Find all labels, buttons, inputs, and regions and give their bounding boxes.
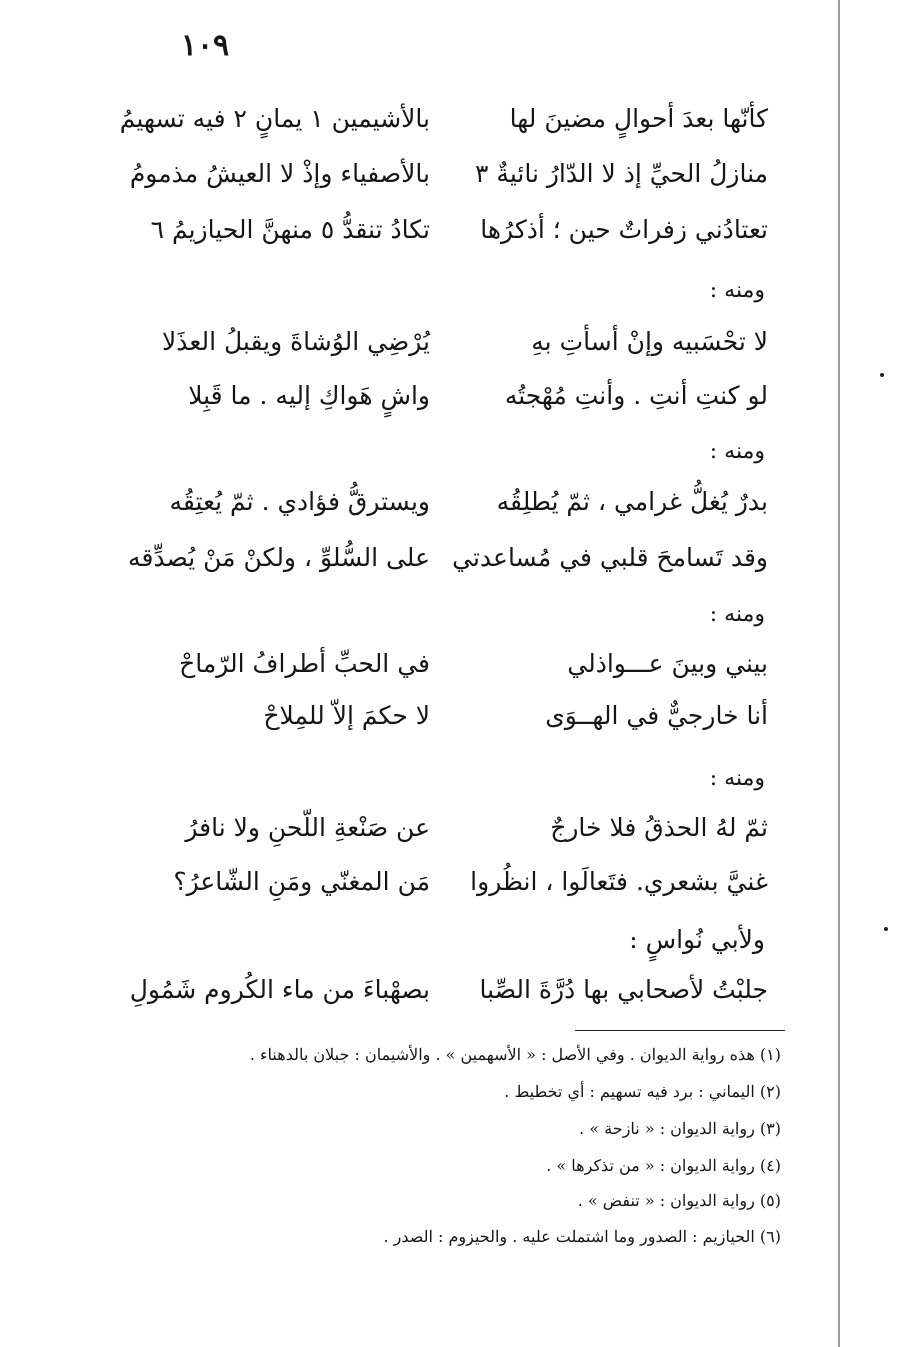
second-hemistich: على السُّلوِّ ، ولكنْ مَنْ يُصدِّقه [128,543,430,572]
verse-row [100,206,790,254]
footnote: (٥) رواية الديوان : « تنفض » . [577,1191,781,1210]
verse-row [100,804,790,852]
second-hemistich: يُرْضِي الوُشاةَ ويقبلُ العذَلا [162,327,430,356]
verse-row [100,966,790,1014]
second-hemistich: بصهْباءَ من ماء الكُروم شَمُولِ [129,975,430,1004]
first-hemistich: ثمّ لهُ الحذقُ فلا خارجٌ [550,813,768,842]
second-hemistich: لا حكمَ إلاّ للمِلاحْ [263,701,430,730]
verse-row [100,95,790,143]
second-hemistich: عن صَنْعةِ اللّحنِ ولا نافرُ [185,813,430,842]
scan-speck [884,927,888,931]
first-hemistich: غنيَّ بشعري. فتَعالَوا ، انظُروا [470,867,768,896]
first-hemistich: بدرٌ يُغلُّ غرامي ، ثمّ يُطلِقُه [496,487,768,516]
scan-edge-line [838,0,840,1347]
footnote: (٢) اليماني : برد فيه تسهيم : أي تخطيط . [504,1082,781,1101]
first-hemistich: أنا خارجيٌّ في الهــوَى [545,701,768,730]
footnote-separator [575,1030,785,1031]
first-hemistich: كأنّها بعدَ أحوالٍ مضينَ لها [509,104,768,133]
first-hemistich: منازلُ الحيِّ إذ لا الدّارُ نائيةٌ ٣ [475,159,768,188]
section-label: ومنه : [709,278,765,303]
verse-row [100,372,790,420]
verse-row [100,318,790,366]
second-hemistich: واشٍ هَواكِ إليه . ما قَبِلا [188,381,430,410]
footnote: (٦) الحيازيم : الصدور وما اشتملت عليه . والحيزوم : الصدر . [383,1227,781,1246]
first-hemistich: لا تحْسَبيه وإنْ أسأتِ بهِ [531,327,768,356]
second-hemistich: مَن المغنّي ومَنِ الشّاعرُ؟ [173,867,430,896]
second-hemistich: بالأشيمين ١ يمانٍ ٢ فيه تسهيمُ [119,104,430,133]
first-hemistich: جلبْتُ لأصحابي بها دُرَّةَ الصِّبا [479,975,768,1004]
second-hemistich: تكادُ تنقدُّ ٥ منهنَّ الحيازيمُ ٦ [150,215,430,244]
verse-row [100,692,790,740]
verse-row [100,150,790,198]
first-hemistich: لو كنتِ أنتِ . وأنتِ مُهْجتُه [504,381,768,410]
scan-speck [880,373,884,377]
poet-intro: ولأبي نُواسٍ : [629,925,765,954]
footnote: (٤) رواية الديوان : « من تذكرها » . [546,1156,781,1175]
verse-row [100,534,790,582]
first-hemistich: تعتادُني زفراتٌ حين ؛ أذكرُها [480,215,768,244]
section-label: ومنه : [709,766,765,791]
first-hemistich: وقد تَسامحَ قلبي في مُساعدتي [452,543,768,572]
page-number: ١٠٩ [180,28,230,63]
verse-row [100,858,790,906]
footnote: (١) هذه رواية الديوان . وفي الأصل : « الأسهمين » . والأشيمان : جبلان بالدهناء . [249,1045,781,1064]
verse-row [100,478,790,526]
verse-row [100,640,790,688]
second-hemistich: ويسترقُّ فؤادي . ثمّ يُعتِقُه [169,487,430,516]
second-hemistich: بالأصفياء وإذْ لا العيشُ مذمومُ [129,159,430,188]
section-label: ومنه : [709,602,765,627]
section-label: ومنه : [709,439,765,464]
footnote: (٣) رواية الديوان : « نازحة » . [579,1119,781,1138]
second-hemistich: في الحبِّ أطرافُ الرّماحْ [179,649,430,678]
first-hemistich: بيني وبينَ عـــواذلي [567,649,768,678]
